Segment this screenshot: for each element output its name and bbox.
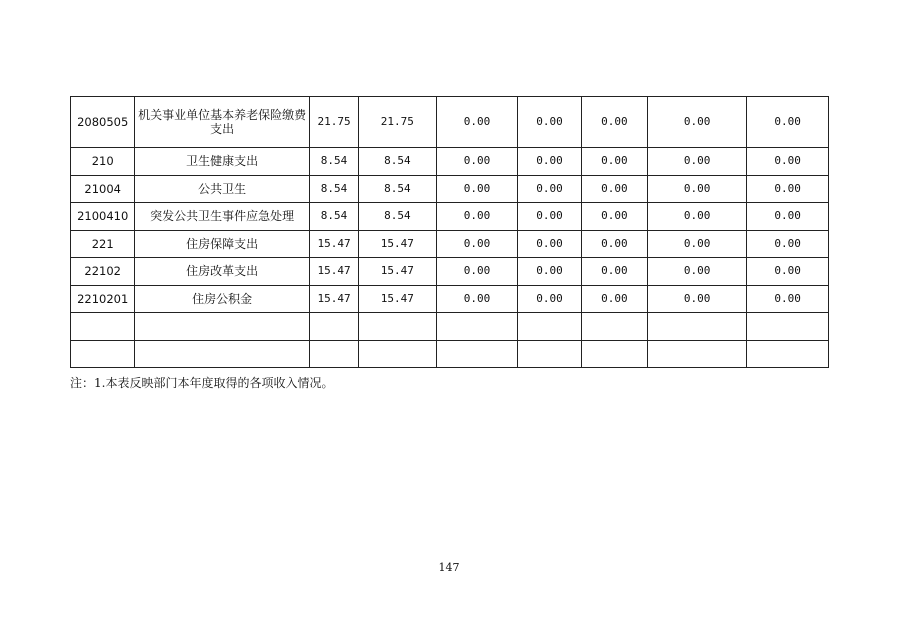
empty-cell xyxy=(648,340,747,368)
income-table xyxy=(70,96,829,368)
value-cell: 8.54 xyxy=(359,148,437,176)
value-cell: 0.00 xyxy=(747,285,829,313)
subject-name-cell: 突发公共卫生事件应急处理 xyxy=(135,203,310,231)
value-cell: 15.47 xyxy=(359,285,437,313)
value-cell: 0.00 xyxy=(518,175,581,203)
table-row xyxy=(71,97,829,148)
empty-cell xyxy=(135,313,310,341)
subject-code-cell: 2100410 xyxy=(71,203,135,231)
subject-code-cell: 21004 xyxy=(71,175,135,203)
value-cell: 0.00 xyxy=(518,97,581,148)
value-cell: 0.00 xyxy=(436,175,518,203)
empty-cell xyxy=(436,313,518,341)
subject-code-cell: 2080505 xyxy=(71,97,135,148)
table-row xyxy=(71,148,829,176)
value-cell: 0.00 xyxy=(581,148,647,176)
value-cell: 0.00 xyxy=(518,258,581,286)
value-cell: 0.00 xyxy=(436,258,518,286)
empty-cell xyxy=(518,340,581,368)
table-row xyxy=(71,230,829,258)
value-cell: 0.00 xyxy=(648,175,747,203)
value-cell: 0.00 xyxy=(747,230,829,258)
value-cell: 0.00 xyxy=(747,97,829,148)
value-cell: 21.75 xyxy=(359,97,437,148)
subject-name-cell: 住房公积金 xyxy=(135,285,310,313)
table-row xyxy=(71,203,829,231)
value-cell: 0.00 xyxy=(648,285,747,313)
value-cell: 0.00 xyxy=(648,203,747,231)
empty-cell xyxy=(359,313,437,341)
page-number: 147 xyxy=(438,561,460,574)
value-cell: 0.00 xyxy=(747,175,829,203)
value-cell: 0.00 xyxy=(581,230,647,258)
value-cell: 8.54 xyxy=(359,203,437,231)
value-cell: 0.00 xyxy=(436,148,518,176)
value-cell: 0.00 xyxy=(581,258,647,286)
value-cell: 0.00 xyxy=(518,148,581,176)
subject-code-cell: 210 xyxy=(71,148,135,176)
value-cell: 0.00 xyxy=(581,97,647,148)
value-cell: 8.54 xyxy=(310,203,359,231)
value-cell: 0.00 xyxy=(648,230,747,258)
empty-cell xyxy=(581,340,647,368)
value-cell: 0.00 xyxy=(436,203,518,231)
table-row xyxy=(71,258,829,286)
value-cell: 15.47 xyxy=(310,258,359,286)
value-cell: 15.47 xyxy=(310,230,359,258)
subject-name-cell: 住房改革支出 xyxy=(135,258,310,286)
empty-cell xyxy=(359,340,437,368)
empty-cell xyxy=(310,313,359,341)
subject-name-cell: 机关事业单位基本养老保险缴费支出 xyxy=(135,97,310,148)
table-row xyxy=(71,285,829,313)
empty-cell xyxy=(747,313,829,341)
subject-code-cell: 2210201 xyxy=(71,285,135,313)
value-cell: 8.54 xyxy=(310,175,359,203)
value-cell: 0.00 xyxy=(436,97,518,148)
value-cell: 8.54 xyxy=(359,175,437,203)
value-cell: 15.47 xyxy=(359,230,437,258)
value-cell: 0.00 xyxy=(518,285,581,313)
value-cell: 0.00 xyxy=(747,203,829,231)
table-row xyxy=(71,175,829,203)
empty-cell xyxy=(71,340,135,368)
value-cell: 0.00 xyxy=(581,175,647,203)
value-cell: 0.00 xyxy=(747,258,829,286)
empty-cell xyxy=(581,313,647,341)
value-cell: 0.00 xyxy=(648,148,747,176)
value-cell: 0.00 xyxy=(436,285,518,313)
subject-code-cell: 22102 xyxy=(71,258,135,286)
table-footnote: 注：1.本表反映部门本年度取得的各项收入情况。 xyxy=(70,376,334,390)
value-cell: 0.00 xyxy=(648,97,747,148)
empty-table-row xyxy=(71,313,829,341)
empty-cell xyxy=(518,313,581,341)
value-cell: 0.00 xyxy=(518,203,581,231)
subject-name-cell: 住房保障支出 xyxy=(135,230,310,258)
empty-table-row xyxy=(71,340,829,368)
subject-name-cell: 卫生健康支出 xyxy=(135,148,310,176)
value-cell: 15.47 xyxy=(359,258,437,286)
value-cell: 21.75 xyxy=(310,97,359,148)
empty-cell xyxy=(71,313,135,341)
empty-cell xyxy=(310,340,359,368)
empty-cell xyxy=(747,340,829,368)
subject-code-cell: 221 xyxy=(71,230,135,258)
empty-cell xyxy=(436,340,518,368)
value-cell: 8.54 xyxy=(310,148,359,176)
value-cell: 0.00 xyxy=(747,148,829,176)
value-cell: 15.47 xyxy=(310,285,359,313)
value-cell: 0.00 xyxy=(518,230,581,258)
value-cell: 0.00 xyxy=(648,258,747,286)
subject-name-cell: 公共卫生 xyxy=(135,175,310,203)
empty-cell xyxy=(648,313,747,341)
value-cell: 0.00 xyxy=(581,285,647,313)
empty-cell xyxy=(135,340,310,368)
value-cell: 0.00 xyxy=(581,203,647,231)
value-cell: 0.00 xyxy=(436,230,518,258)
